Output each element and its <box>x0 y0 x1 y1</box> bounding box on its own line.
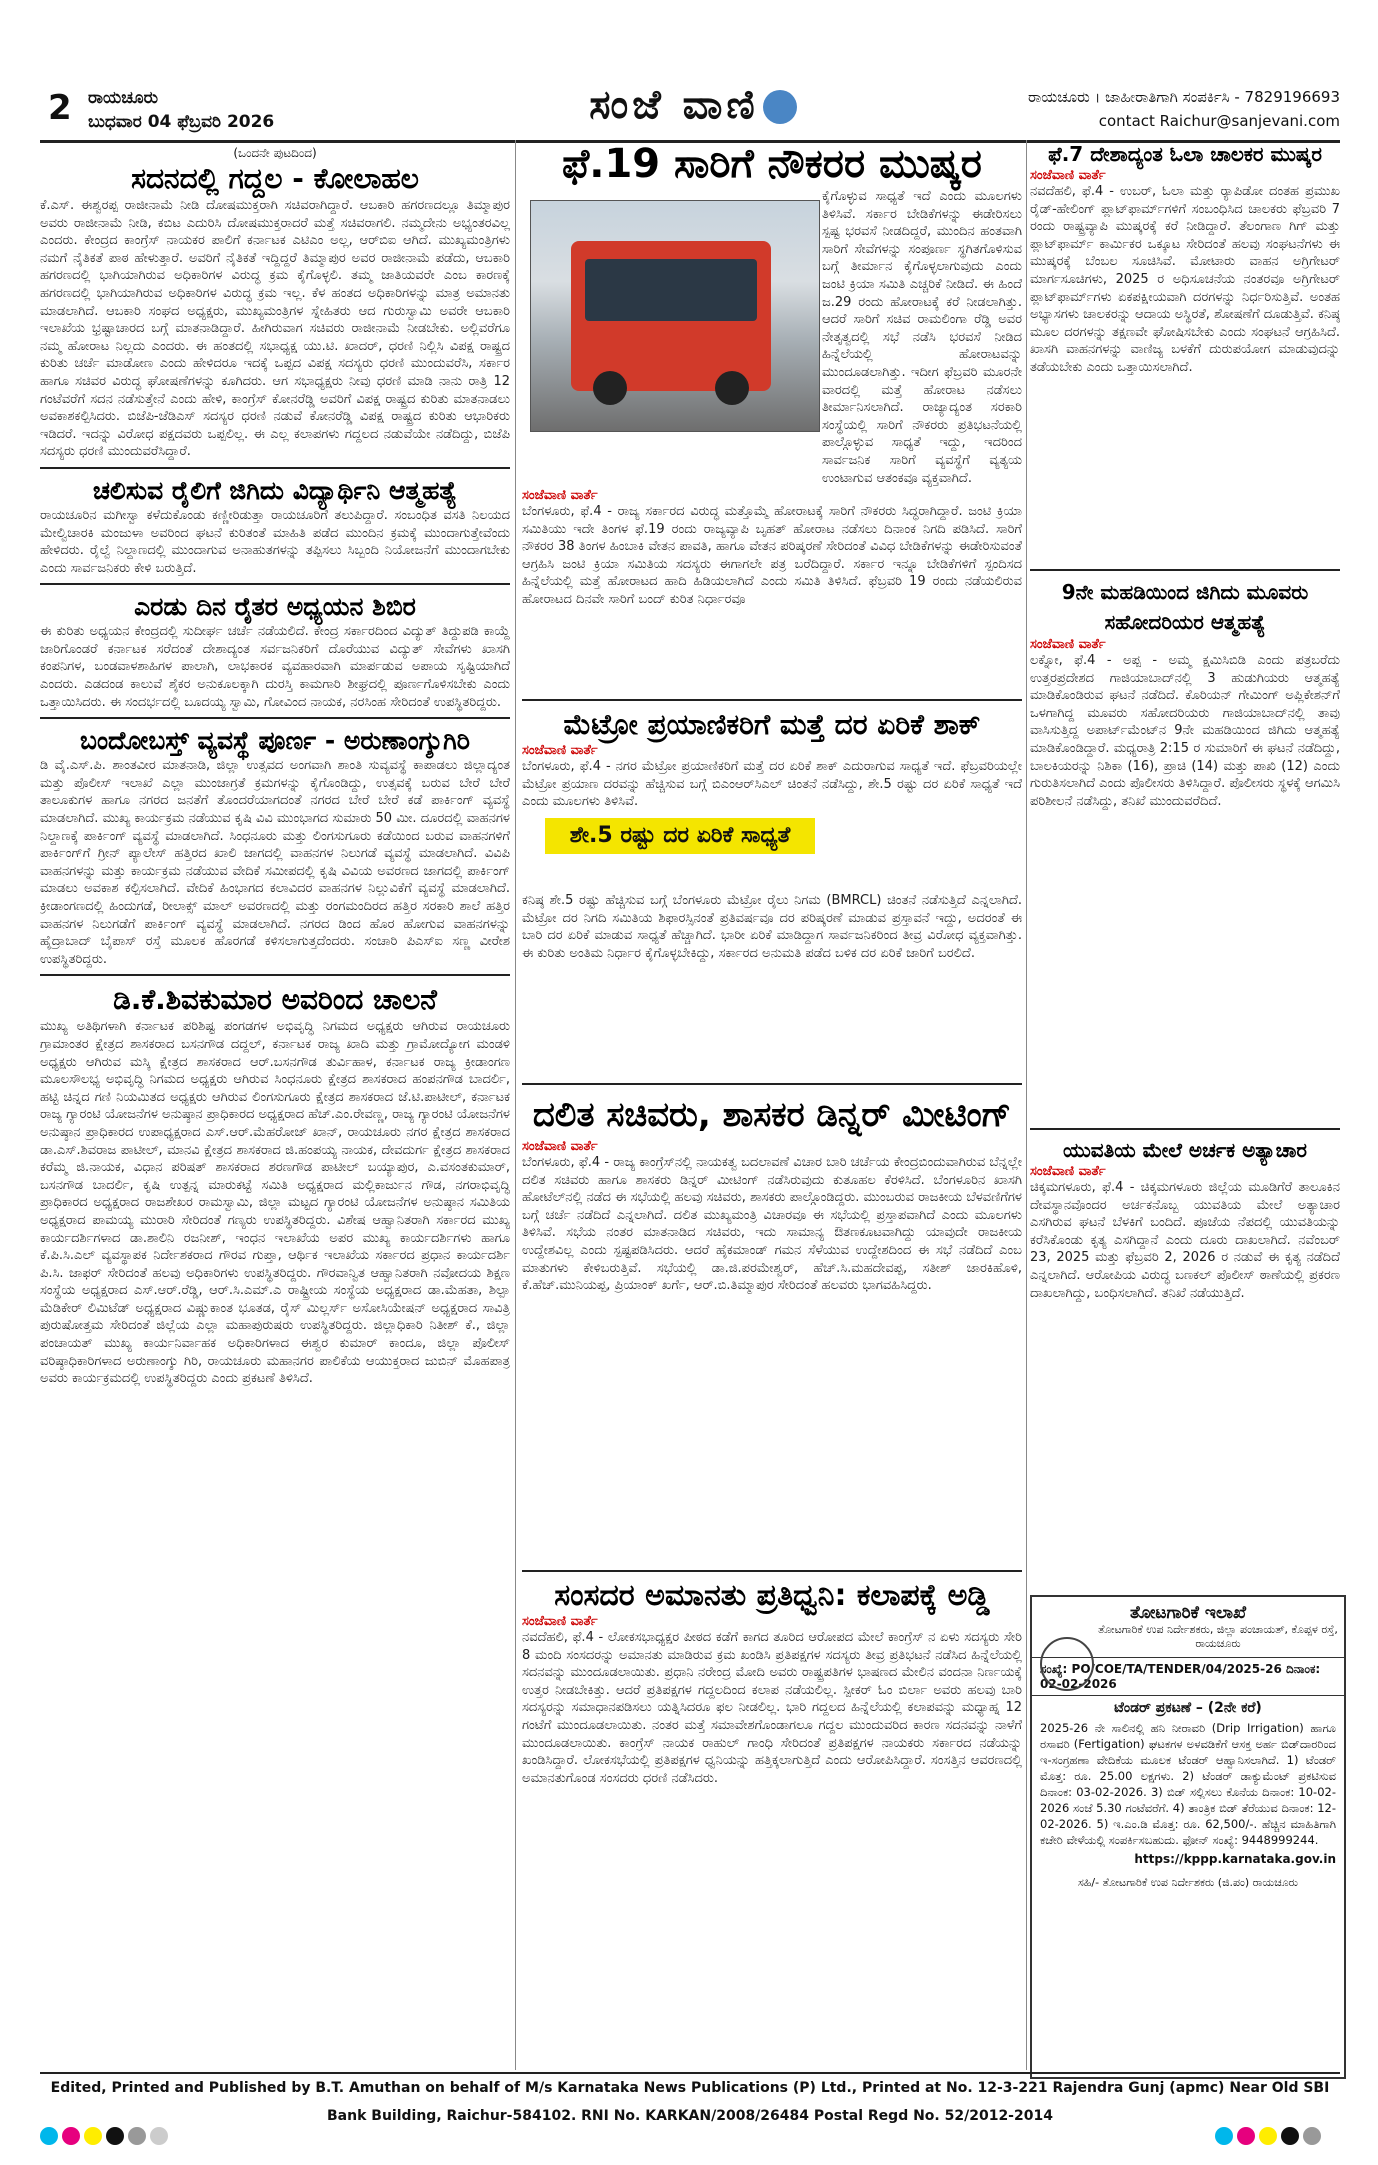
strike-right-text-block <box>822 188 1022 488</box>
tender-title: ಟೆಂಡರ್ ಪ್ರಕಟಣೆ – (2ನೇ ಕರೆ) <box>1114 1700 1262 1716</box>
continued-label: (ಒಂದನೇ ಪುಟದಿಂದ) <box>233 146 317 160</box>
headline-sisters: 9ನೇ ಮಹಡಿಯಿಂದ ಜಿಗಿದು ಮೂವರು ಸಹೋದರಿಯರ ಆತ್ಮಹತ್ಯೆ <box>1061 580 1309 634</box>
tender-org: ತೋಟಗಾರಿಕೆ ಇಲಾಖೆ <box>1129 1603 1247 1623</box>
bus-illustration <box>571 241 771 391</box>
cyan-dot <box>1215 2127 1233 2145</box>
grey-dot <box>1303 2127 1321 2145</box>
headline-sadana: ಸದನದಲ್ಲಿ ಗದ್ದಲ - ಕೋಲಾಹಲ <box>131 162 419 195</box>
article-farmers-camp: ಈ ಕುರಿತು ಅಧ್ಯಯನ ಕೇಂದ್ರದಲ್ಲಿ ಸುದೀರ್ಘ ಚರ್ಚೆ ನಡೆಯಲಿದೆ. ಕೇಂದ್ರ ಸರ್ಕಾರದಿಂದ ವಿದ್ಯುತ್ ತಿದ್ದುಪಡಿ ಕಾಯ್ದೆ ಜಾರಿಗೊಂಡರೆ ಕರ್ನಾಟಕ ಸರೆದಂತೆ ದೇಶಾದ್ಯಂತ ಸರ್ವಜನಿಕರಿಗೆ ದೊರೆಯುವ ವಿದ್ಯುತ್ ಸೇವೆಗಳು ಖಾಸಗಿ ಕಂಪನಿಗಳ, ಬಂಡವಾಳಶಾಹಿಗಳ ಪಾಲಾಗಿ, ಲಾಭಕಾರಕ ವ್ಯವಹಾರವಾಗಿ ಮಾರ್ಪಡುವ ಅಪಾಯ ಸೃಷ್ಟಿಯಾಗಿದೆ ಎಂದರು. ಎಡದಂಡ ಕಾಲುವೆ ಶೈಕರ ಅನುಕೂಲಕ್ಕಾಗಿ ದುರಸ್ತಿ ಕಾಮಗಾರಿ ಶೀಘ್ರದಲ್ಲಿ ಪೂರ್ಣಗೊಳಿಸಬೇಕು ಎಂದು ಒತ್ತಾಯಿಸಿದರು. ಈ ಸಂದರ್ಭದಲ್ಲಿ ಬೂದಯ್ಯ ಸ್ವಾಮಿ, ಗೋವಿಂದ ನಾಯಕ, ನರಸಿಂಹ ಸೇರಿದಂತೆ ಉಪಸ್ಥಿತರಿದ್ದರು. <box>40 624 510 710</box>
byline: ಸಂಜೆವಾಣಿ ವಾರ್ತೆ <box>1030 637 1106 652</box>
article-divider <box>522 1570 1022 1572</box>
article-metro-fare: ಬೆಂಗಳೂರು, ಫೆ.4 - ನಗರ ಮೆಟ್ರೋ ಪ್ರಯಾಣಿಕರಿಗೆ ಮತ್ತೆ ದರ ಏರಿಕೆ ಶಾಕ್ ಎದುರಾಗುವ ಸಾಧ್ಯತೆ ಇದೆ. ಫೆಬ್ರವರಿಯಲ್ಲೇ ಮೆಟ್ರೋ ಪ್ರಯಾಣ ದರವನ್ನು ಹೆಚ್ಚಿಸುವ ಬಗ್ಗೆ ಬಿಎಂಆರ್‌ಸಿಎಲ್ ಚಿಂತನೆ ನಡೆಸಿದ್ದು, ಶೇ.5 ರಷ್ಟು ದರ ಏರಿಕೆ ಸಾಧ್ಯತೆ ಇದೆ ಎಂದು ಮೂಲಗಳು ತಿಳಿಸಿವೆ. <box>522 759 1022 810</box>
byline: ಸಂಜೆವಾಣಿ ವಾರ್ತೆ <box>522 1139 598 1154</box>
article-divider <box>40 717 510 719</box>
magenta-dot <box>62 2127 80 2145</box>
article-sisters: ಲಕ್ನೋ, ಫೆ.4 - ಅಪ್ಪ - ಅಮ್ಮ ಕ್ಷಮಿಸಿಬಿಡಿ ಎಂದು ಪತ್ರಬರೆದು ಉತ್ತರಪ್ರದೇಶದ ಗಾಜಿಯಾಬಾದ್‌ನಲ್ಲಿ 3 ಹುಡುಗಿಯರು ಆತ್ಮಹತ್ಯೆ ಮಾಡಿಕೊಂಡಿರುವ ಘಟನೆ ನಡೆದಿದೆ. ಕೊರಿಯನ್ ಗೇಮಿಂಗ್ ಅಪ್ಲಿಕೇಶನ್‌ಗೆ ಒಳಗಾಗಿದ್ದ ಮೂವರು ಸಹೋದರಿಯರು ಗಾಜಿಯಾಬಾದ್‌ನಲ್ಲಿ ತಾವು ವಾಸಿಸುತ್ತಿದ್ದ ಅಪಾರ್ಟ್‌ಮೆಂಟ್‌ನ 9ನೇ ಮಹಡಿಯಿಂದ ಜಿಗಿದು ಆತ್ಮಹತ್ಯೆ ಮಾಡಿಕೊಂಡಿದ್ದಾರೆ. ಮಧ್ಯರಾತ್ರಿ 2:15 ರ ಸುಮಾರಿಗೆ ಈ ಘಟನೆ ನಡೆದಿದ್ದು, ಬಾಲಕಿಯರನ್ನು ನಿಶಿಕಾ (16), ಪ್ರಾಚಿ (14) ಮತ್ತು ಪಾಖಿ (12) ಎಂದು ಗುರುತಿಸಲಾಗಿದೆ ಎಂದು ಪೊಲೀಸರು ತಿಳಿಸಿದ್ದಾರೆ. ಪೊಲೀಸರು ಸ್ಥಳಕ್ಕೆ ಆಗಮಿಸಿ ಪರಿಶೀಲನೆ ನಡೆಸಿದ್ದು, ತನಿಖೆ ಮುಂದುವರೆದಿದೆ. <box>1030 653 1340 809</box>
article-mp-suspension: ನವದೆಹಲಿ, ಫೆ.4 - ಲೋಕಸಭಾಧ್ಯಕ್ಷರ ಪೀಠದ ಕಡೆಗೆ ಕಾಗದ ತೂರಿದ ಆರೋಪದ ಮೇಲೆ ಕಾಂಗ್ರೆಸ್ ನ ಏಳು ಸದಸ್ಯರು ಸೇರಿ 8 ಮಂದಿ ಸಂಸದರನ್ನು ಅಮಾನತು ಮಾಡಿರುವ ಕ್ರಮ ಖಂಡಿಸಿ ಪ್ರತಿಪಕ್ಷಗಳ ಸದಸ್ಯರು ತೀವ್ರ ಪ್ರತಿಭಟನೆ ನಡೆಸಿದ ಹಿನ್ನೆಲೆಯಲ್ಲಿ ಸದನವನ್ನು ಮುಂದೂಡಲಾಯಿತು. ಪ್ರಧಾನಿ ನರೇಂದ್ರ ಮೋದಿ ಅವರು ರಾಷ್ಟ್ರಪತಿಗಳ ಭಾಷಣದ ಮೇಲಿನ ವಂದನಾ ನಿರ್ಣಯಕ್ಕೆ ಉತ್ತರ ನೀಡಬೇಕಿತ್ತು. ಆದರೆ ಪ್ರತಿಪಕ್ಷಗಳ ಗದ್ದಲದಿಂದ ಕಲಾಪ ನಡೆಯಲಿಲ್ಲ. ಸ್ಪೀಕರ್ ಓಂ ಬಿರ್ಲಾ ಅವರು ಹಲವು ಬಾರಿ ಸದಸ್ಯರನ್ನು ಸಮಾಧಾನಪಡಿಸಲು ಯತ್ನಿಸಿದರೂ ಫಲ ನೀಡಲಿಲ್ಲ. ಭಾರಿ ಗದ್ದಲದ ಹಿನ್ನೆಲೆಯಲ್ಲಿ ಕಲಾಪವನ್ನು ಮಧ್ಯಾಹ್ನ 12 ಗಂಟೆಗೆ ಮುಂದೂಡಲಾಯಿತು. ನಂತರ ಮತ್ತೆ ಸಮಾವೇಶಗೊಂಡಾಗಲೂ ಗದ್ದಲ ಮುಂದುವರಿದ ಕಾರಣ ಸದನವನ್ನು ನಾಳೆಗೆ ಮುಂದೂಡಲಾಯಿತು. ಕಾಂಗ್ರೆಸ್ ನಾಯಕ ರಾಹುಲ್ ಗಾಂಧಿ ಸೇರಿದಂತೆ ಪ್ರತಿಪಕ್ಷಗಳ ನಾಯಕರು ಸರ್ಕಾರದ ನಡೆಯನ್ನು ಖಂಡಿಸಿದ್ದಾರೆ. ಲೋಕಸಭೆಯಲ್ಲಿ ಪ್ರತಿಪಕ್ಷಗಳ ಧ್ವನಿಯನ್ನು ಹತ್ತಿಕ್ಕಲಾಗುತ್ತಿದೆ ಎಂದು ಆರೋಪಿಸಿದ್ದಾರೆ. ಸಂಸತ್ತಿನ ಆವರಣದಲ್ಲಿ ಅಮಾನತುಗೊಂಡ ಸಂಸದರು ಧರಣಿ ನಡೆಸಿದರು. <box>522 1630 1022 1786</box>
page-number: 2 <box>48 88 72 128</box>
article-metro-fare-cont: ಕನಿಷ್ಠ ಶೇ.5 ರಷ್ಟು ಹೆಚ್ಚಿಸುವ ಬಗ್ಗೆ ಬೆಂಗಳೂರು ಮೆಟ್ರೋ ರೈಲು ನಿಗಮ (BMRCL) ಚಿಂತನೆ ನಡೆಸುತ್ತಿದೆ ಎನ್ನಲಾಗಿದೆ. ಮೆಟ್ರೋ ದರ ನಿಗದಿ ಸಮಿತಿಯ ಶಿಫಾರಸ್ಸಿನಂತೆ ಪ್ರತಿವರ್ಷವೂ ದರ ಪರಿಷ್ಕರಣೆ ಮಾಡುವ ಪ್ರಸ್ತಾವನೆ ಇದ್ದು, ಅದರಂತೆ ಈ ಬಾರಿ ದರ ಏರಿಕೆ ಮಾಡುವ ಸಾಧ್ಯತೆ ಹೆಚ್ಚಾಗಿದೆ. ಭಾರೀ ಏರಿಕೆ ಮಾಡಿದ್ದಾಗ ಸಾರ್ವಜನಿಕರಿಂದ ತೀವ್ರ ವಿರೋಧ ವ್ಯಕ್ತವಾಗಿತ್ತು. ಈ ಕುರಿತು ಅಂತಿಮ ನಿರ್ಧಾರ ಕೈಗೊಳ್ಳಬೇಕಿದ್ದು, ಸರ್ಕಾರದ ಅನುಮತಿ ಪಡೆದ ಬಳಿಕ ದರ ಏರಿಕೆ ಜಾರಿಗೆ ಬರಲಿದೆ. <box>522 893 1022 961</box>
byline: ಸಂಜೆವಾಣಿ ವಾರ್ತೆ <box>1030 168 1106 183</box>
article-ola-strike: ನವದೆಹಲಿ, ಫೆ.4 - ಉಬರ್, ಓಲಾ ಮತ್ತು ರ‍್ಯಾಪಿಡೋ ದಂತಹ ಪ್ರಮುಖ ರೈಡ್-ಹೇಲಿಂಗ್ ಪ್ಲಾಟ್‌ಫಾರ್ಮ್‌ಗಳಿಗೆ ಸಂಬಂಧಿಸಿದ ಚಾಲಕರು ಫೆಬ್ರವರಿ 7 ರಂದು ರಾಷ್ಟ್ರವ್ಯಾಪಿ ಮುಷ್ಕರಕ್ಕೆ ಕರೆ ನೀಡಿದ್ದಾರೆ. ತೆಲಂಗಾಣ ಗಿಗ್ ಮತ್ತು ಪ್ಲಾಟ್‌ಫಾರ್ಮ್ ಕಾರ್ಮಿಕರ ಒಕ್ಕೂಟ ಸೇರಿದಂತೆ ಹಲವು ಸಂಘಟನೆಗಳು ಈ ಮುಷ್ಕರಕ್ಕೆ ಬೆಂಬಲ ಸೂಚಿಸಿವೆ. ಮೋಟಾರು ವಾಹನ ಅಗ್ರಿಗೇಟರ್ ಮಾರ್ಗಸೂಚಿಗಳು, 2025 ರ ಅಧಿಸೂಚನೆಯ ನಂತರವೂ ಅಗ್ರಿಗೇಟರ್ ಪ್ಲಾಟ್‌ಫಾರ್ಮ್‌ಗಳು ಏಕಪಕ್ಷೀಯವಾಗಿ ದರಗಳನ್ನು ನಿರ್ಧರಿಸುತ್ತಿವೆ. ಅಂತಹ ಅಭ್ಯಾಸಗಳು ಚಾಲಕರನ್ನು ಆದಾಯ ಅಸ್ಥಿರತೆ, ಶೋಷಣೆಗೆ ದೂಡುತ್ತಿವೆ. ಕನಿಷ್ಠ ಮೂಲ ದರಗಳನ್ನು ತಕ್ಷಣವೇ ಘೋಷಿಸಬೇಕು ಎಂದು ಸಂಘಟನೆ ಆಗ್ರಹಿಸಿದೆ. ಖಾಸಗಿ ವಾಹನಗಳನ್ನು ವಾಣಿಜ್ಯ ಬಳಕೆಗೆ ದುರುಪಯೋಗ ಮಾಡುವುದನ್ನು ತಡೆಯಬೇಕು ಎಂದು ಒತ್ತಾಯಿಸಲಾಗಿದೆ. <box>1030 184 1340 375</box>
article-divider <box>1030 569 1340 571</box>
article-dalit-dinner: ಬೆಂಗಳೂರು, ಫೆ.4 - ರಾಜ್ಯ ಕಾಂಗ್ರೆಸ್‌ನಲ್ಲಿ ನಾಯಕತ್ವ ಬದಲಾವಣೆ ವಿಚಾರ ಬಾರಿ ಚರ್ಚೆಯ ಕೇಂದ್ರಬಿಂದುವಾಗಿರುವ ಬೆನ್ನಲ್ಲೇ ದಲಿತ ಸಚಿವರು ಹಾಗೂ ಶಾಸಕರು ಡಿನ್ನರ್ ಮೀಟಿಂಗ್ ನಡೆಸಿರುವುದು ಕುತೂಹಲ ಕೆರಳಿಸಿದೆ. ಬೆಂಗಳೂರಿನ ಖಾಸಗಿ ಹೋಟೆಲ್‌ನಲ್ಲಿ ನಡೆದ ಈ ಸಭೆಯಲ್ಲಿ ಹಲವು ಸಚಿವರು, ಶಾಸಕರು ಪಾಲ್ಗೊಂಡಿದ್ದರು. ಮುಂಬರುವ ರಾಜಕೀಯ ಬೆಳವಣಿಗೆಗಳ ಬಗ್ಗೆ ಚರ್ಚೆ ನಡೆದಿದೆ ಎನ್ನಲಾಗಿದೆ. ದಲಿತ ಮುಖ್ಯಮಂತ್ರಿ ವಿಚಾರವೂ ಈ ಸಭೆಯಲ್ಲಿ ಪ್ರಸ್ತಾಪವಾಗಿದೆ ಎಂದು ಮೂಲಗಳು ತಿಳಿಸಿವೆ. ಸಭೆಯ ನಂತರ ಮಾತನಾಡಿದ ಸಚಿವರು, ಇದು ಸಾಮಾನ್ಯ ಔತಣಕೂಟವಾಗಿದ್ದು ಯಾವುದೇ ರಾಜಕೀಯ ಉದ್ದೇಶವಿಲ್ಲ ಎಂದು ಸ್ಪಷ್ಟಪಡಿಸಿದರು. ಆದರೆ ಹೈಕಮಾಂಡ್ ಗಮನ ಸೆಳೆಯುವ ಉದ್ದೇಶದಿಂದ ಈ ಸಭೆ ನಡೆದಿದೆ ಎಂಬ ಮಾತುಗಳು ಕೇಳಿಬರುತ್ತಿವೆ. ಸಭೆಯಲ್ಲಿ ಡಾ.ಜಿ.ಪರಮೇಶ್ವರ್, ಹೆಚ್.ಸಿ.ಮಹದೇವಪ್ಪ, ಸತೀಶ್ ಜಾರಕಿಹೊಳಿ, ಕೆ.ಹೆಚ್.ಮುನಿಯಪ್ಪ, ಪ್ರಿಯಾಂಕ್ ಖರ್ಗೆ, ಆರ್.ಬಿ.ತಿಮ್ಮಾಪುರ ಸೇರಿದಂತೆ ಹಲವರು ಭಾಗವಹಿಸಿದ್ದರು. <box>522 1155 1022 1294</box>
page-header <box>40 82 1340 143</box>
tender-url[interactable]: https://kppp.karnataka.gov.in <box>1134 1852 1336 1866</box>
registration-marks-left <box>40 2127 172 2147</box>
byline: ಸಂಜೆವಾಣಿ ವಾರ್ತೆ <box>522 743 598 758</box>
header-city: ರಾಯಚೂರು <box>88 88 159 108</box>
tender-address: ತೋಟಗಾರಿಕೆ ಉಪ ನಿರ್ದೇಶಕರು, ಜಿಲ್ಲಾ ಪಂಚಾಯತ್, ಕೊಪ್ಪಳ ರಸ್ತೆ, ರಾಯಚೂರು <box>1098 1623 1338 1650</box>
magenta-dot <box>1237 2127 1255 2145</box>
registration-marks-right <box>1215 2127 1325 2147</box>
article-transport-strike: ಬೆಂಗಳೂರು, ಫೆ.4 - ರಾಜ್ಯ ಸರ್ಕಾರದ ವಿರುದ್ಧ ಮತ್ತೊಮ್ಮೆ ಹೋರಾಟಕ್ಕೆ ಸಾರಿಗೆ ನೌಕರರು ಸಿದ್ಧರಾಗಿದ್ದಾರೆ. ಜಂಟಿ ಕ್ರಿಯಾ ಸಮಿತಿಯು ಇದೇ ತಿಂಗಳ ಫೆ.19 ರಂದು ರಾಜ್ಯವ್ಯಾಪಿ ಬೃಹತ್ ಹೋರಾಟ ನಡೆಸಲು ದಿನಾಂಕ ನಿಗದಿ ಪಡಿಸಿದೆ. ಸಾರಿಗೆ ನೌಕರರ 38 ತಿಂಗಳ ಹಿಂಬಾಕಿ ವೇತನ ಪಾವತಿ, ಹಾಗೂ ವೇತನ ಪರಿಷ್ಕರಣೆ ಸೇರಿದಂತೆ ವಿವಿಧ ಬೇಡಿಕೆಗಳನ್ನು ಈಡೇರಿಸುವಂತೆ ಆಗ್ರಹಿಸಿ ಜಂಟಿ ಕ್ರಿಯಾ ಸಮಿತಿಯ ಸದಸ್ಯರು ಈಗಾಗಲೇ ಪತ್ರ ಬರೆದಿದ್ದಾರೆ. ಸರ್ಕಾರ ಇನ್ನೂ ಬೇಡಿಕೆಗಳಿಗೆ ಸ್ಪಂದಿಸದ ಹಿನ್ನೆಲೆಯಲ್ಲಿ ಮತ್ತೆ ಹೋರಾಟದ ಹಾದಿ ಹಿಡಿಯಲಾಗಿದೆ ಎಂದು ಸಮಿತಿ ತಿಳಿಸಿದೆ. ಫೆಬ್ರವರಿ 19 ರಂದು ನಡೆಯಲಿರುವ ಹೋರಾಟದ ದಿನವೇ ಸಾರಿಗೆ ಬಂದ್ ಕುರಿತ ನಿರ್ಧಾರವೂ <box>522 504 1022 607</box>
headline-priest: ಯುವತಿಯ ಮೇಲೆ ಅರ್ಚಕ ಅತ್ಯಾಚಾರ <box>1063 1138 1307 1162</box>
imprint-footer: Edited, Printed and Published by B.T. Amuthan on behalf of M/s Karnataka News Publications (P) Ltd., Printed at No. 12-3-221 Rajendra Gunj (apmc) Near Old SBI Bank Building, Raichur-584102. RNI No. KARKAN/2008/26484 Postal Regd No. 52/2012-2014 <box>40 2072 1340 2104</box>
tender-body: 2025-26 ನೇ ಸಾಲಿನಲ್ಲಿ ಹನಿ ನೀರಾವರಿ (Drip Irrigation) ಹಾಗೂ ರಸಾವರಿ (Fertigation) ಘಟಕಗಳ ಅಳವಡಿಕೆಗೆ ಆಸಕ್ತ ಅರ್ಹ ಬಿಡ್‌ದಾರರಿಂದ ಇ-ಸಂಗ್ರಹಣಾ ವೇದಿಕೆಯ ಮೂಲಕ ಟೆಂಡರ್ ಆಹ್ವಾನಿಸಲಾಗಿದೆ. 1) ಟೆಂಡರ್ ಮೊತ್ತ: ರೂ. 25.00 ಲಕ್ಷಗಳು. 2) ಟೆಂಡರ್ ಡಾಕ್ಯುಮೆಂಟ್ ಪ್ರಕಟಿಸುವ ದಿನಾಂಕ: 03-02-2026. 3) ಬಿಡ್ ಸಲ್ಲಿಸಲು ಕೊನೆಯ ದಿನಾಂಕ: 10-02-2026 ಸಂಜೆ 5.30 ಗಂಟೆವರೆಗೆ. 4) ತಾಂತ್ರಿಕ ಬಿಡ್ ತೆರೆಯುವ ದಿನಾಂಕ: 12-02-2026. 5) ಇ.ಎಂ.ಡಿ ಮೊತ್ತ: ರೂ. 62,500/-. ಹೆಚ್ಚಿನ ಮಾಹಿತಿಗಾಗಿ ಕಚೇರಿ ವೇಳೆಯಲ್ಲಿ ಸಂಪರ್ಕಿಸಬಹುದು. ಫೋನ್ ಸಂಖ್ಯೆ: 9448999244. <box>1040 1721 1336 1847</box>
byline: ಸಂಜೆವಾಣಿ ವಾರ್ತೆ <box>522 1614 598 1629</box>
black-dot <box>1281 2127 1299 2145</box>
grey-dot <box>128 2127 146 2145</box>
article-divider <box>40 583 510 585</box>
cyan-dot <box>40 2127 58 2145</box>
column-divider <box>515 140 516 2070</box>
tender-number: ಸಂಖ್ಯೆ: PO/COE/TA/TENDER/04/2025-26 ದಿನಾಂಕ: 02-02-2026 <box>1032 1657 1344 1696</box>
header-contact-line: ರಾಯಚೂರು । ಜಾಹೀರಾತಿಗಾಗಿ ಸಂಪರ್ಕಿಸಿ - 7829196693 <box>1028 88 1340 106</box>
highlight-spacer <box>522 848 1022 892</box>
article-transport-strike-right: ಕೈಗೊಳ್ಳುವ ಸಾಧ್ಯತೆ ಇದೆ ಎಂದು ಮೂಲಗಳು ತಿಳಿಸಿವೆ. ಸರ್ಕಾರ ಬೇಡಿಕೆಗಳನ್ನು ಈಡೇರಿಸಲು ಸ್ಪಷ್ಟ ಭರವಸೆ ನೀಡದಿದ್ದರೆ, ಮುಂದಿನ ಹಂತವಾಗಿ ಸಾರಿಗೆ ಸೇವೆಗಳನ್ನು ಸಂಪೂರ್ಣ ಸ್ಥಗಿತಗೊಳಿಸುವ ಬಗ್ಗೆ ತೀರ್ಮಾನ ಕೈಗೊಳ್ಳಲಾಗುವುದು ಎಂದು ಜಂಟಿ ಕ್ರಿಯಾ ಸಮಿತಿ ಎಚ್ಚರಿಕೆ ನೀಡಿದೆ. ಈ ಹಿಂದೆ ಜ.29 ರಂದು ಹೋರಾಟಕ್ಕೆ ಕರೆ ನೀಡಲಾಗಿತ್ತು. ಆದರೆ ಸಾರಿಗೆ ಸಚಿವ ರಾಮಲಿಂಗಾ ರೆಡ್ಡಿ ಅವರ ನೇತೃತ್ವದಲ್ಲಿ ಸಭೆ ನಡೆಸಿ ಭರವಸೆ ನೀಡಿದ ಹಿನ್ನೆಲೆಯಲ್ಲಿ ಹೋರಾಟವನ್ನು ಮುಂದೂಡಲಾಗಿತ್ತು. ಇದೀಗ ಫೆಬ್ರವರಿ ಮೂರನೇ ವಾರದಲ್ಲಿ ಮತ್ತೆ ಹೋರಾಟ ನಡೆಸಲು ತೀರ್ಮಾನಿಸಲಾಗಿದೆ. ರಾಜ್ಯಾದ್ಯಂತ ಸರಕಾರಿ ಸಂಸ್ಥೆಯಲ್ಲಿ ಸಾರಿಗೆ ನೌಕರರು ಪ್ರತಿಭಟನೆಯಲ್ಲಿ ಪಾಲ್ಗೊಳ್ಳುವ ಸಾಧ್ಯತೆ ಇದ್ದು, ಇದರಿಂದ ಸಾರ್ವಜನಿಕ ಸಾರಿಗೆ ವ್ಯವಸ್ಥೆಗೆ ವ್ಯತ್ಯಯ ಉಂಟಾಗುವ ಆತಂಕವೂ ವ್ಯಕ್ತವಾಗಿದೆ. <box>822 189 1022 486</box>
headline-railway: ಚಲಿಸುವ ರೈಲಿಗೆ ಜಿಗಿದು ವಿದ್ಯಾರ್ಥಿನಿ ಆತ್ಮಹತ್ಯೆ <box>92 475 458 505</box>
article-divider <box>40 974 510 976</box>
highlight-box: ಶೇ.5 ರಷ್ಟು ದರ ಏರಿಕೆ ಸಾಧ್ಯತೆ <box>545 818 815 854</box>
headline-metro-fare: ಮೆಟ್ರೋ ಪ್ರಯಾಣಿಕರಿಗೆ ಮತ್ತೆ ದರ ಏರಿಕೆ ಶಾಕ್ <box>563 708 981 741</box>
headline-dalit-dinner: ದಲಿತ ಸಚಿವರು, ಶಾಸಕರ ಡಿನ್ನರ್ ಮೀಟಿಂಗ್ <box>532 1095 1012 1135</box>
masthead-logo <box>545 82 845 136</box>
light-grey-dot <box>150 2127 168 2145</box>
yellow-dot <box>84 2127 102 2145</box>
bus-wheel <box>715 371 749 405</box>
article-railway: ರಾಯಚೂರಿನ ಮಗೀಸ್ವಾ ಕಳೆದುಕೊಂಡು ಕಣ್ಣೀರಿಡುತ್ತಾ ರಾಯಚೂರಿಗೆ ತಲುಪಿದ್ದಾರೆ. ಸಂಬಂಧಿತ ವಸತಿ ನಿಲಯದ ಮೇಲ್ವಿಚಾರಕಿ ಮಂಜುಳಾ ಅವರಿಂದ ಘಟನೆ ಕುರಿತಂತೆ ಮಾಹಿತಿ ಪಡೆದ ಮುಂದಿನ ಕ್ರಮಕ್ಕೆ ಮುಂದಾಗುತ್ತೇವೆಂದು ಹೇಳಿದರು. ರೈಲ್ವೆ ನಿಲ್ದಾಣದಲ್ಲಿ ಮುಂದಾಗುವ ಅನಾಹುತಗಳನ್ನು ತಪ್ಪಿಸಲು ಸಿಬ್ಬಂದಿ ನಿಯೋಜನೆಗೆ ಮುಂದಾಗಬೇಕು ಎಂದು ಸಾರ್ವಜನಿಕರು ಕೇಳಿ ಬರುತ್ತಿದೆ. <box>40 507 510 576</box>
headline-farmers-camp: ಎರಡು ದಿನ ರೈತರ ಅಧ್ಯಯನ ಶಿಬಿರ <box>134 592 416 622</box>
article-divider <box>1030 1128 1340 1130</box>
column-divider <box>1026 140 1027 2070</box>
byline: ಸಂಜೆವಾಣಿ ವಾರ್ತೆ <box>522 488 598 503</box>
bus-wheel <box>593 371 627 405</box>
tender-notice <box>1030 1595 1346 2079</box>
headline-dk-shivakumar: ಡಿ.ಕೆ.ಶಿವಕುಮಾರ ಅವರಿಂದ ಚಾಲನೆ <box>113 983 437 1017</box>
column-1 <box>40 140 510 2070</box>
headline-ola-strike: ಫೆ.7 ದೇಶಾದ್ಯಂತ ಓಲಾ ಚಾಲಕರ ಮುಷ್ಕರ <box>1048 142 1322 166</box>
yellow-dot <box>1259 2127 1277 2145</box>
black-dot <box>106 2127 124 2145</box>
tender-signature: ಸಹಿ/- ತೋಟಗಾರಿಕೆ ಉಪ ನಿರ್ದೇಶಕರು (ಜಿ.ಪಂ) ರಾಯಚೂರು <box>1077 1876 1298 1889</box>
headline-transport-strike: ಫೆ.19 ಸಾರಿಗೆ ನೌಕರರ ಮುಷ್ಕರ <box>562 141 982 187</box>
article-dk-shivakumar: ಮುಖ್ಯ ಅತಿಥಿಗಳಾಗಿ ಕರ್ನಾಟಕ ಪರಿಶಿಷ್ಟ ಪಂಗಡಗಳ ಅಭಿವೃದ್ಧಿ ನಿಗಮದ ಅಧ್ಯಕ್ಷರು ಆಗಿರುವ ರಾಯಚೂರು ಗ್ರಾಮಾಂತರ ಕ್ಷೇತ್ರದ ಶಾಸಕರಾದ ಬಸನಗೌಡ ದದ್ದಲ್, ಕರ್ನಾಟಕ ರಾಜ್ಯ ಖಾದಿ ಮತ್ತು ಗ್ರಾಮೋದ್ಯೋಗ ಮಂಡಳಿ ಅಧ್ಯಕ್ಷರು ಆಗಿರುವ ಮಸ್ಕಿ ಕ್ಷೇತ್ರದ ಶಾಸಕರಾದ ಆರ್.ಬಸನಗೌಡ ತುರ್ವಿಹಾಳ, ಕರ್ನಾಟಕ ರಾಜ್ಯ ಕ್ರೀಡಾಂಗಣ ಮೂಲಸೌಲಭ್ಯ ಅಭಿವೃದ್ಧಿ ನಿಗಮದ ಅಧ್ಯಕ್ಷರು ಆಗಿರುವ ಸಿಂಧನೂರು ಕ್ಷೇತ್ರದ ಶಾಸಕರಾದ ಹಂಪನಗೌಡ ಬಾದರ್ಲಿ, ಹಟ್ಟಿ ಚಿನ್ನದ ಗಣಿ ನಿಯಮಿತದ ಅಧ್ಯಕ್ಷರು ಆಗಿರುವ ಲಿಂಗಸುಗೂರು ಕ್ಷೇತ್ರದ ಶಾಸಕರಾದ ಜೆ.ಟಿ.ಪಾಟೀಲ್, ಕರ್ನಾಟಕ ರಾಜ್ಯ ಗ್ಯಾರಂಟಿ ಯೋಜನೆಗಳ ಅನುಷ್ಠಾನ ಪ್ರಾಧಿಕಾರದ ಅಧ್ಯಕ್ಷರಾದ ಹೆಚ್.ಎಂ.ರೇವಣ್ಣ, ರಾಜ್ಯ ಗ್ಯಾರಂಟಿ ಯೋಜನೆಗಳ ಅನುಷ್ಠಾನ ಪ್ರಾಧಿಕಾರದ ಉಪಾಧ್ಯಕ್ಷರಾದ ಎಸ್.ಆರ್.ಮೆಹರೋಜ್ ಖಾನ್, ರಾಯಚೂರು ನಗರ ಕ್ಷೇತ್ರದ ಶಾಸಕರಾದ ಡಾ.ಎಸ್.ಶಿವರಾಜ ಪಾಟೀಲ್, ಮಾನವಿ ಕ್ಷೇತ್ರದ ಶಾಸಕರಾದ ಜಿ.ಹಂಪಯ್ಯ ನಾಯಕ, ದೇವದುರ್ಗ ಕ್ಷೇತ್ರದ ಶಾಸಕರಾದ ಕರೆಮ್ಮ ಜಿ.ನಾಯಕ, ವಿಧಾನ ಪರಿಷತ್ ಶಾಸಕರಾದ ಶರಣಗೌಡ ಪಾಟೀಲ್ ಬಯ್ಯಾಪುರ, ಎ.ವಸಂತಕುಮಾರ್, ಬಸನಗೌಡ ಬಾದರ್ಲಿ, ಕೃಷಿ ಉತ್ಪನ್ನ ಮಾರುಕಟ್ಟೆ ಸಮಿತಿ ಅಧ್ಯಕ್ಷರಾದ ಮಲ್ಲಿಕಾರ್ಜುನ ಗೌಡ, ನಗರಾಭಿವೃದ್ಧಿ ಪ್ರಾಧಿಕಾರದ ಅಧ್ಯಕ್ಷರಾದ ರಾಜಶೇಖರ ರಾಮಸ್ವಾಮಿ, ಜಿಲ್ಲಾ ಮಟ್ಟದ ಗ್ಯಾರಂಟಿ ಯೋಜನೆಗಳ ಅನುಷ್ಠಾನ ಸಮಿತಿಯ ಅಧ್ಯಕ್ಷರಾದ ಪಾಮಯ್ಯ ಮುರಾರಿ ಸೇರಿದಂತೆ ಗಣ್ಯರು ಉಪಸ್ಥಿತರಿದ್ದರು. ವಿಶೇಷ ಆಹ್ವಾನಿತರಾಗಿ ಸರ್ಕಾರದ ಮುಖ್ಯ ಕಾರ್ಯದರ್ಶಿಗಳಾದ ಡಾ.ಶಾಲಿನಿ ರಜನೀಶ್, ಇಂಧನ ಇಲಾಖೆಯ ಅಪರ ಮುಖ್ಯ ಕಾರ್ಯದರ್ಶಿಗಳು ಹಾಗೂ ಕೆ.ಪಿ.ಸಿ.ಎಲ್ ವ್ಯವಸ್ಥಾಪಕ ನಿರ್ದೇಶಕರಾದ ಗೌರವ ಗುಪ್ತಾ, ಆರ್ಥಿಕ ಇಲಾಖೆಯ ಸರ್ಕಾರದ ಪ್ರಧಾನ ಕಾರ್ಯದರ್ಶಿ ಪಿ.ಸಿ. ಜಾಫರ್ ಸೇರಿದಂತೆ ಹಲವು ಅಧಿಕಾರಿಗಳು ಉಪಸ್ಥಿತರಿದ್ದರು. ಗೌರವಾನ್ವಿತ ಆಹ್ವಾನಿತರಾಗಿ ನವೋದಯ ಶಿಕ್ಷಣ ಸಂಸ್ಥೆಯ ಅಧ್ಯಕ್ಷರಾದ ಎಸ್.ಆರ್.ರೆಡ್ಡಿ, ಆರ್.ಸಿ.ಎಮ್.ಎ ರಾಷ್ಟ್ರೀಯ ಸಂಸ್ಥೆಯ ಅಧ್ಯಕ್ಷರಾದ ಡಾ.ಮೆಹತಾ, ಶಿಲ್ಪಾ ಮೆಡಿಕೇರ್ ಲಿಮಿಟೆಡ್ ಅಧ್ಯಕ್ಷರಾದ ವಿಷ್ಣುಕಾಂತ ಭೂತಡ, ರೈಸ್ ಮಿಲ್ಲರ್ಸ್ ಅಸೋಸಿಯೇಷನ್ ಅಧ್ಯಕ್ಷರಾದ ಸಾವಿತ್ರಿ ಪುರುಷೋತ್ತಮ ಸೇರಿದಂತೆ ಜಿಲ್ಲೆಯ ಎಲ್ಲಾ ಮಹಾಪುರುಷರು ಉಪಸ್ಥಿತರಿದ್ದರು. ಜಿಲ್ಲಾಧಿಕಾರಿ ನಿತೀಶ್ ಕೆ., ಜಿಲ್ಲಾ ಪಂಚಾಯತ್ ಮುಖ್ಯ ಕಾರ್ಯನಿರ್ವಾಹಕ ಅಧಿಕಾರಿಗಳಾದ ಈಶ್ವರ ಕುಮಾರ್ ಕಾಂದೂ, ಜಿಲ್ಲಾ ಪೊಲೀಸ್ ವರಿಷ್ಠಾಧಿಕಾರಿಗಳಾದ ಅರುಣಾಂಗ್ಶು ಗಿರಿ, ರಾಯಚೂರು ಮಹಾನಗರ ಪಾಲಿಕೆಯ ಆಯುಕ್ತರಾದ ಜುಬಿನ್ ಮೊಹಪಾತ್ರ ಅವರು ಕಾರ್ಯಕ್ರಮದಲ್ಲಿ ಉಪಸ್ಥಿತರಿದ್ದರು ಎಂದು ಪ್ರಕಟಣೆ ತಿಳಿಸಿದೆ. <box>40 1019 510 1387</box>
header-date: ಬುಧವಾರ 04 ಫೆಬ್ರವರಿ 2026 <box>88 112 275 132</box>
bus-photo <box>530 200 820 432</box>
article-divider <box>522 1083 1022 1085</box>
headline-mp-suspension: ಸಂಸದರ ಅಮಾನತು ಪ್ರತಿಧ್ವನಿ: ಕಲಾಪಕ್ಕೆ ಅಡ್ಡಿ <box>554 1578 990 1613</box>
article-divider <box>40 467 510 469</box>
header-email: contact Raichur@sanjevani.com <box>1098 112 1340 130</box>
bus-windshield <box>585 259 757 321</box>
article-security: ಡಿ ವೈ.ಎಸ್.ಪಿ. ಶಾಂತವೀರ ಮಾತನಾಡಿ, ಜಿಲ್ಲಾ ಉತ್ಸವದ ಅಂಗವಾಗಿ ಶಾಂತಿ ಸುವ್ಯವಸ್ಥೆ ಕಾಪಾಡಲು ಜಿಲ್ಲಾದ್ಯಂತ ಮತ್ತು ಪೊಲೀಸ್ ಇಲಾಖೆ ಎಲ್ಲಾ ಮುಂಜಾಗ್ರತೆ ಕ್ರಮಗಳನ್ನು ಕೈಗೊಂಡಿದ್ದು, ಉತ್ಸವಕ್ಕೆ ಬರುವ ಬೇರೆ ಬೇರೆ ತಾಲೂಕುಗಳ ಹಾಗೂ ನಗರದ ಜನತೆಗೆ ತೊಂದರೆಯಾಗದಂತೆ ನಗರದ ಬೇರೆ ಬೇರೆ ಕಡೆ ಪಾರ್ಕಿಂಗ್ ವ್ಯವಸ್ಥೆ ಮಾಡಲಾಗಿದೆ. ಮುಖ್ಯ ಕಾರ್ಯಕ್ರಮ ನಡೆಯುವ ಕೃಷಿ ವಿವಿ ಮುಂಭಾಗದ ಸುಮಾರು 50 ಮೀ. ದೂರದಲ್ಲಿ ವಾಹನಗಳ ನಿಲ್ದಾಣಕ್ಕೆ ಪಾರ್ಕಿಂಗ್ ವ್ಯವಸ್ಥೆ ಮಾಡಲಾಗಿದೆ. ಸಿಂಧನೂರು ಮತ್ತು ಲಿಂಗಸುಗೂರು ಕಡೆಯಿಂದ ಬರುವ ವಾಹನಗಳಿಗೆ ಪಾರ್ಕಿಂಗ್‌ಗೆ ಗ್ರೀನ್ ಪ್ಯಾಲೇಸ್ ಹತ್ತಿರದ ಖಾಲಿ ಜಾಗದಲ್ಲಿ ವಾಹನಗಳ ನಿಲುಗಡೆ ವ್ಯವಸ್ಥೆ ಮಾಡಲಾಗಿದೆ. ವಿವಿಪಿ ವಾಹನಗಳನ್ನು ಮತ್ತು ಕಾರ್ಯಕ್ರಮ ನಡೆಯುವ ವೇದಿಕೆ ಸಮೀಪದಲ್ಲಿ ಕೃಷಿ ವಿವಿಯ ಅವರಣದ ಜಾಗದಲ್ಲಿ ಪಾರ್ಕಿಂಗ್ ಮಾಡಲು ಅವಕಾಶ ಕಲ್ಪಿಸಲಾಗಿದೆ. ವೇದಿಕೆ ಹಿಂಭಾಗದ ಕಲಾವಿದರ ವಾಹನಗಳ ನಿಲ್ಲುವಿಕೆಗೆ ವ್ಯವಸ್ಥೆ ಮಾಡಲಾಗಿದೆ. ಕ್ರೀಡಾಂಗಣದಲ್ಲಿ ಹಿಂದುಗಡೆ, ರೀಲಾಕ್ಸ್ ಮಾಲ್ ಅವರಣದಲ್ಲಿ ಮತ್ತು ರಂಗಮಂದಿರದ ಹತ್ತಿರ ಸರಕಾರಿ ಶಾಲೆ ಹತ್ತಿರ ವಾಹನಗಳ ನಿಲುಗಡೆಗೆ ಪಾರ್ಕಿಂಗ್ ವ್ಯವಸ್ಥೆ ಮಾಡಲಾಗಿದೆ. ನಗರದ ಡಿಂದ ಹೊರ ಹೋಗುವ ವಾಹನಗಳನ್ನು ಹೈದ್ರಾಬಾದ್ ಬೈಪಾಸ್ ರಸ್ತೆ ಮೂಲಕ ಹೊರಗಡೆ ಕಳಿಸಲಾಗುತ್ತದೆಂದರು. ಸಂಚಾರಿ ಪಿಎಸ್‌ಐ ಸಣ್ಣ ವೀರೇಶ ಉಪಸ್ಥಿತರಿದ್ದರು. <box>40 758 510 967</box>
byline: ಸಂಜೆವಾಣಿ ವಾರ್ತೆ <box>1030 1164 1106 1179</box>
article-priest: ಚಿಕ್ಕಮಗಳೂರು, ಫೆ.4 - ಚಿಕ್ಕಮಗಳೂರು ಜಿಲ್ಲೆಯ ಮೂಡಿಗೆರೆ ತಾಲೂಕಿನ ದೇವಸ್ಥಾನವೊಂದರ ಅರ್ಚಕನೊಬ್ಬ ಯುವತಿಯ ಮೇಲೆ ಅತ್ಯಾಚಾರ ಎಸಗಿರುವ ಘಟನೆ ಬೆಳಕಿಗೆ ಬಂದಿದೆ. ಪೂಜೆಯ ನೆಪದಲ್ಲಿ ಯುವತಿಯನ್ನು ಕರೆಸಿಕೊಂಡು ಕೃತ್ಯ ಎಸಗಿದ್ದಾನೆ ಎಂದು ದೂರು ದಾಖಲಾಗಿದೆ. ನವೆಂಬರ್ 23, 2025 ಮತ್ತು ಫೆಬ್ರವರಿ 2, 2026 ರ ನಡುವೆ ಈ ಕೃತ್ಯ ನಡೆದಿದೆ ಎನ್ನಲಾಗಿದೆ. ಆರೋಪಿಯ ವಿರುದ್ಧ ಬಣಕಲ್ ಪೊಲೀಸ್ ಠಾಣೆಯಲ್ಲಿ ಪ್ರಕರಣ ದಾಖಲಾಗಿದ್ದು, ಬಂಧಿಸಲಾಗಿದೆ. ತನಿಖೆ ನಡೆಯುತ್ತಿದೆ. <box>1030 1180 1340 1301</box>
headline-security: ಬಂದೋಬಸ್ತ್ ವ್ಯವಸ್ಥೆ ಪೂರ್ಣ - ಅರುಣಾಂಗ್ಶುಗಿರಿ <box>80 726 470 756</box>
article-divider <box>522 699 1022 701</box>
masthead-text: ಸಂಜೆ ವಾಣಿ <box>589 82 759 128</box>
article-sadana: ಕೆ.ಎಸ್. ಈಶ್ವರಪ್ಪ ರಾಜೀನಾಮೆ ನೀಡಿ ದೋಷಮುಕ್ತರಾಗಿ ಸಚಿವರಾಗಿದ್ದಾರೆ. ಆಬಕಾರಿ ಹಗರಣದಲ್ಲೂ ತಿಮ್ಮಾಪುರ ಅವರು ರಾಜೀನಾಮೆ ನೀಡಿ, ಕಬಿಟ ಎದುರಿಸಿ ದೋಷಮುಕ್ತರಾದರೆ ಮತ್ತೆ ಸಚಿವರಾಗಲಿ. ನಮ್ಮದೇನು ಅಭ್ಯಂತರವಿಲ್ಲ ಎಂದರು. ಕೇಂದ್ರದ ಕಾಂಗ್ರೆಸ್ ನಾಯಕರ ಪಾಲಿಗೆ ಕರ್ನಾಟಕ ಎಟಿಎಂ ಅಲ್ಲ, ಆರ್‌ಬಿಐ ಆಗಿದೆ. ಮುಖ್ಯಮಂತ್ರಿಗಳು ನಮಗೆ ನೈತಿಕತೆ ಪಾಠ ಹೇಳುತ್ತಾರೆ. ಅವರಿಗೆ ನೈತಿಕತೆ ಇದ್ದಿದ್ದರೆ ತಿಮ್ಮಾಪುರ ಅವರ ರಾಜೀನಾಮೆ ಪಡೆದು, ಆಬಕಾರಿ ಹಗರಣದಲ್ಲಿ ಭಾಗಿಯಾಗಿರುವ ಅಧಿಕಾರಿಗಳ ವಿರುದ್ಧ ಕ್ರಮ ಕೈಗೊಳ್ಳಲಿ. ತಮ್ಮ ಜಾತಿಯವರೇ ಎಂಬ ಕಾರಣಕ್ಕೆ ಹಗರಣದಲ್ಲಿ ಭಾಗಿಯಾಗಿರುವ ಅಧಿಕಾರಿಗಳ ವಿರುದ್ಧ ಕ್ರಮ ಇಲ್ಲ. ಕೆಳ ಹಂತದ ಅಧಿಕಾರಿಗಳನ್ನು ಮಾತ್ರ ಅಮಾನತು ಮಾಡಲಾಗಿದೆ. ಆಬಕಾರಿ ಸಂಘದ ಅಧ್ಯಕ್ಷರು, ಮುಖ್ಯಮಂತ್ರಿಗಳ ಸ್ನೇಹಿತರು ಆದ ಗುರುಸ್ವಾಮಿ ಅವರೇ ಆಬಕಾರಿ ಇಲಾಖೆಯ ಭ್ರಷ್ಟಾಚಾರದ ಬಗ್ಗೆ ಮಾತನಾಡಿದ್ದಾರೆ. ಹೀಗಿರುವಾಗ ಸಚಿವರು ರಾಜೀನಾಮೆ ನೀಡಬೇಕು. ಅಲ್ಲಿವರೆಗೂ ನಮ್ಮ ಹೋರಾಟ ನಿಲ್ಲದು ಎಂದರು. ಈ ಹಂತದಲ್ಲಿ ಸಭಾಧ್ಯಕ್ಷ ಯು.ಟಿ. ಖಾದರ್, ಧರಣಿ ನಿಲ್ಲಿಸಿ ವಿಪಕ್ಷ ರಾಷ್ಟ್ರದ ಕುರಿತು ಚರ್ಚೆ ಮಾಡೋಣ ಎಂದು ಹೇಳಿದರೂ ಇದಕ್ಕೆ ಒಪ್ಪದ ವಿಪಕ್ಷ ಸದಸ್ಯರು ಧರಣಿ ಮುಂದುವರೆಸಿ, ಸರ್ಕಾರ ಹಾಗೂ ಸಚಿವರ ವಿರುದ್ಧ ಘೋಷಣೆಗಳನ್ನು ಕೂಗಿದರು. ಆಗ ಸಭಾಧ್ಯಕ್ಷರು ನೀವು ಧರಣಿ ಮಾಡಿ ನಾನು ರಾತ್ರಿ 12 ಗಂಟೆವರೆಗೆ ಸದನ ನಡೆಸುತ್ತೇನೆ ಎಂದು ಹೇಳಿ, ಕಾಂಗ್ರೆಸ್ ಕೋನರೆಡ್ಡಿ ಅವರಿಗೆ ವಿಪಕ್ಷ ರಾಷ್ಟ್ರದ ಕುರಿತು ಮಾತನಾಡಲು ಅವಕಾಶಕಲ್ಪಿಸಿದರು. ಬಿಜೆಪಿ-ಜೆಡಿಎಸ್ ಸದಸ್ಯರ ಧರಣಿ ನಡುವೆ ಕೋನರೆಡ್ಡಿ ವಿಪಕ್ಷ ರಾಷ್ಟ್ರದ ಕುರಿತು ಆಭಾರಿಕರು ಇಡಿದರೆ. ಇದನ್ನು ವಿರೋಧ ಪಕ್ಷದವರು ಒಪ್ಪಲಿಲ್ಲ. ಈ ಎಲ್ಲ ಕಲಾಪಗಳು ಗದ್ದಲದ ನಡುವೆಯೇ ನಡೆದಿದ್ದು, ಬಿಜೆಪಿ ಸದಸ್ಯರು ಧರಣಿ ಮುಂದುವರೆಸಿದ್ದಾರೆ. <box>40 198 510 460</box>
government-seal-icon <box>1040 1637 1094 1691</box>
globe-icon <box>763 90 797 124</box>
